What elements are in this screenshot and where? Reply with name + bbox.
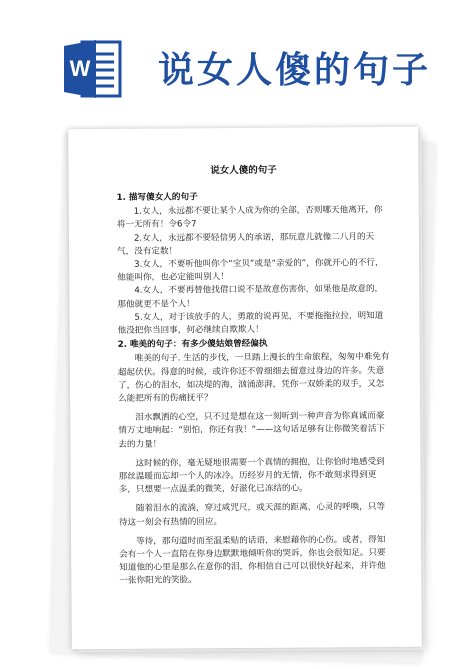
section-heading: 1. 描写傻女人的句子 <box>116 192 198 203</box>
svg-text:W: W <box>69 56 91 81</box>
paragraph: 5.女人，对于该放手的人，勇敢的说再见，不要拖拖拉拉，明知道他没把你当回事，何必继续自欺欺人！ <box>117 310 384 336</box>
paragraph: 唯美的句子. 生活的步伐，一旦踏上漫长的生命旅程，匆匆中难免有超起伏伏。得意的时候，或许你还不曾细细去留意过身边的许多。失意了，伤心的泪水，如决堤的海，汹涌澎湃，凭你一双娇柔的双手，又怎么能把所有的伤痛抚平？ <box>117 352 390 404</box>
paragraph: 2.女人，永远都不要轻信男人的承诺，那玩意儿就像二八月的天气，没有定数！ <box>117 231 375 257</box>
paragraph: 等待，那句道时而至温柔贴的话语，来慰藉你的心伤。或者，得知会有一个人一直陪在你身边默默地倾听你的哭诉，你也会很知足。只要知道他的心里是那么在意你的泪，你相信自己可以很快好起来，并许他一张你阳光的笑脸。 <box>119 534 386 587</box>
paragraph: 这时候的你，毫无疑地很需要一个真情的拥抱，让你恰时地感受到那丝温暖而忘却一个人的冰冷。历经岁月的无情，你不敢刻求得到更多，只想要一点温柔的微笑，好滋化已冻结的心。 <box>118 456 385 496</box>
section-heading: 2. 唯美的句子：有多少傻姑娘曾经偏执 <box>117 339 268 351</box>
paragraph: 随着泪水的流淌，穿过咸咒尺，或天涯的距离，心灵的呼唤，只等待这一刻会有热情的回应。 <box>118 502 386 528</box>
document-page <box>68 127 422 649</box>
word-doc-icon <box>62 38 124 100</box>
paragraph: 1.女人，永远都不要让某个人成为你的全部，否则哪天他离开，你将一无所有！令6令7 <box>116 205 383 231</box>
header-banner <box>0 0 474 110</box>
document-body <box>117 189 392 589</box>
paragraph: 4.女人，不要再替他找借口说不是故意伤害你，如果他是故意的，那他就更不是个人！ <box>117 284 384 310</box>
document-title: 说女人傻的句子 <box>210 164 277 177</box>
hero-title: 说女人傻的句子 <box>158 50 432 91</box>
paragraph: 3.女人，不要听他叫你个“宝贝”或是“亲爱的”，你就开心的不行，他能叫你，也必定能叫别人！ <box>117 258 384 284</box>
paragraph: 泪水飘洒的心空，只不过是想在这一刻听到一种声音为你真诚而豪情万丈地响起：“别怕，你还有我！”——这句话足够有让你微笑着活下去的力量！ <box>118 411 386 450</box>
